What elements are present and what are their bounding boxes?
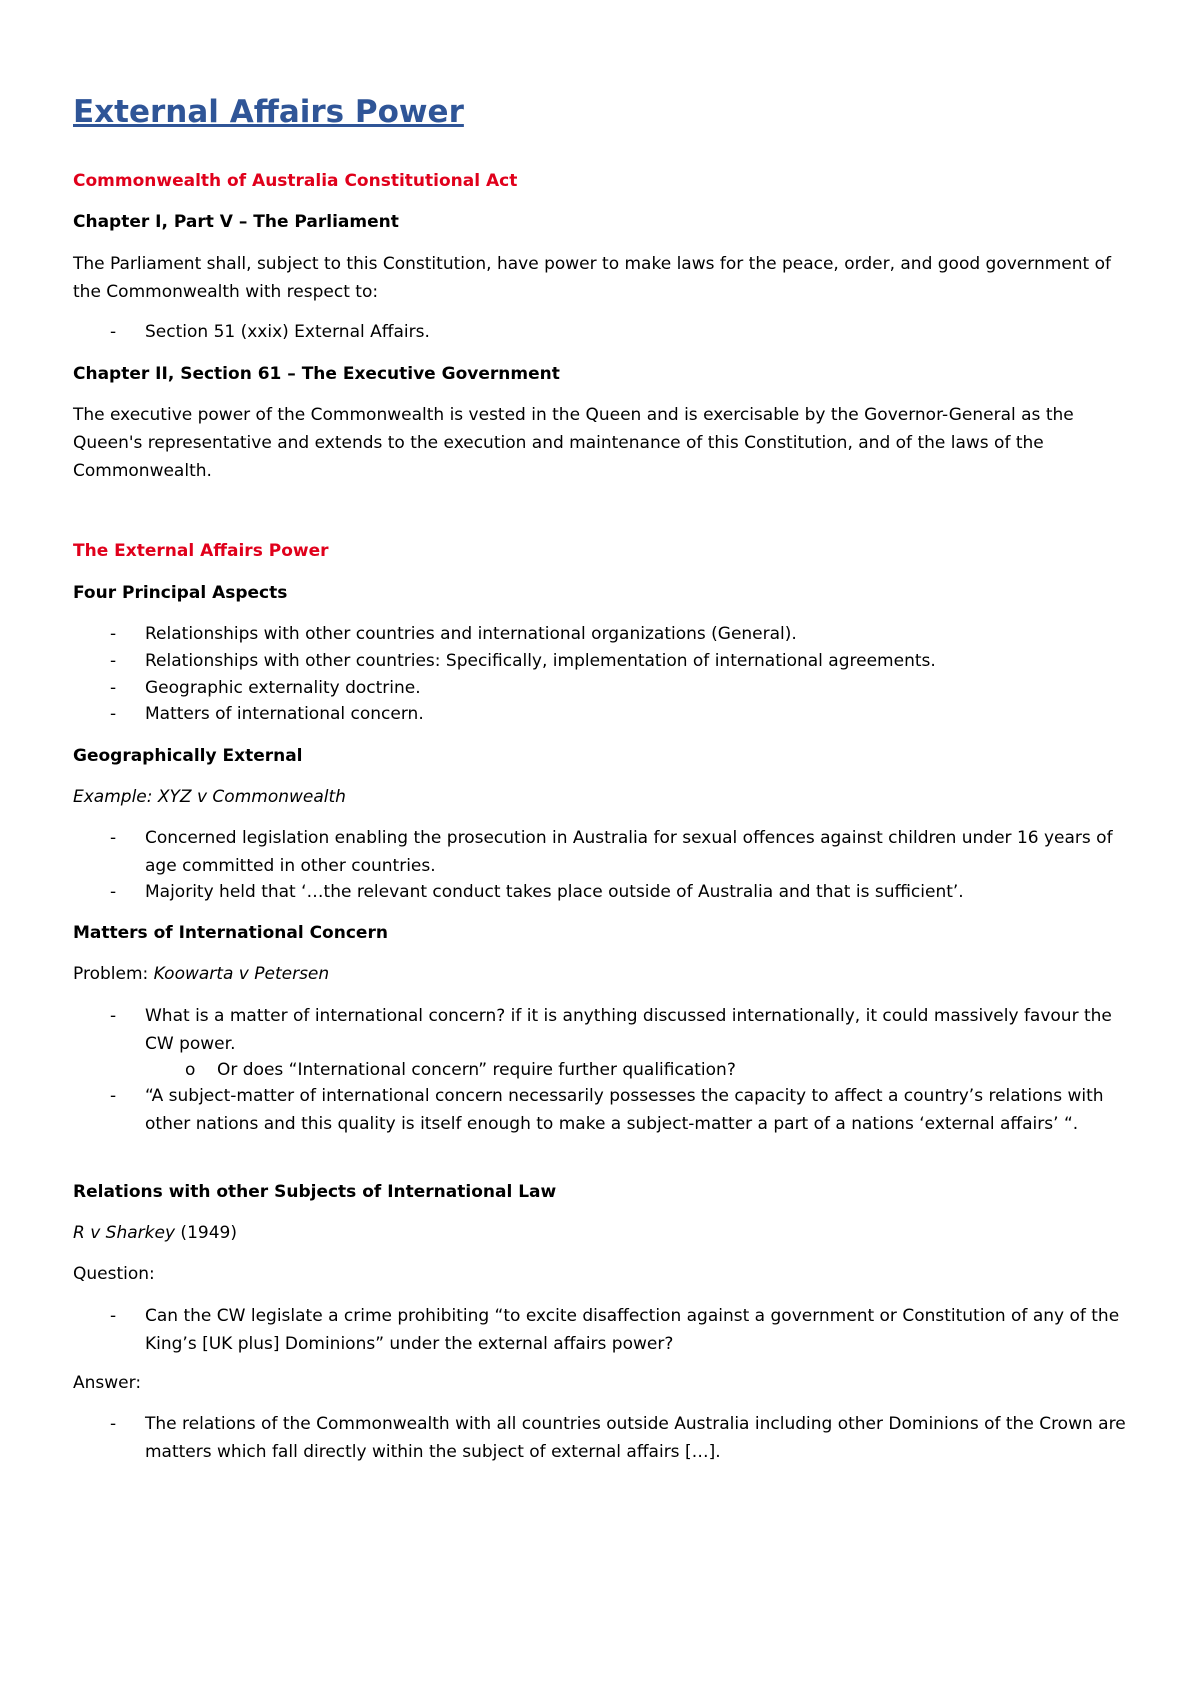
- dash-marker: -: [110, 1006, 117, 1026]
- dash-marker: -: [110, 828, 117, 848]
- list-item: [73, 318, 1133, 346]
- sub-list-item-text: Or does “International concern” require further qualification?: [217, 1060, 736, 1080]
- geo-example: Example: XYZ v Commonwealth: [73, 787, 346, 807]
- geographically-external-heading: Geographically External: [73, 746, 303, 766]
- list-item-text: Relationships with other countries: Specifically, implementation of international agreements.: [145, 651, 936, 671]
- circle-marker: o: [185, 1060, 196, 1080]
- answer-label: Answer:: [73, 1373, 142, 1393]
- list-item: [73, 1082, 1133, 1138]
- aspects-heading: Four Principal Aspects: [73, 583, 288, 603]
- list-item-text: Concerned legislation enabling the prosecution in Australia for sexual offences against children under 16 years of age committed in other countries.: [145, 828, 1113, 876]
- document-title: External Affairs Power: [73, 94, 464, 130]
- section-heading-external-affairs: The External Affairs Power: [73, 541, 329, 561]
- chapter-2-text: The executive power of the Commonwealth is vested in the Queen and is exercisable by the Governor-General as the Queen's representative and extends to the execution and maintenance of this Constitution, and of the laws of the Commonwealth.: [73, 405, 1074, 481]
- dash-marker: -: [110, 322, 117, 342]
- international-concern-heading: Matters of International Concern: [73, 923, 388, 943]
- list-item: [73, 824, 1133, 880]
- dash-marker: -: [110, 1086, 117, 1106]
- list-item: [73, 1002, 1133, 1058]
- list-item-text: Majority held that ‘…the relevant conduct takes place outside of Australia and that is sufficient’.: [145, 882, 964, 902]
- list-item-text: “A subject-matter of international concern necessarily possesses the capacity to affect a country’s relations with other nations and this quality is itself enough to make a subject-matter a part of a nations ‘external affairs’ “.: [145, 1086, 1104, 1134]
- problem-line: [73, 960, 1133, 988]
- dash-marker: -: [110, 678, 117, 698]
- dash-marker: -: [110, 1306, 117, 1326]
- dash-marker: -: [110, 704, 117, 724]
- list-item: [73, 1302, 1133, 1358]
- list-item-text: Section 51 (xxix) External Affairs.: [145, 322, 430, 342]
- list-item-text: Can the CW legislate a crime prohibiting “to excite disaffection against a government or Constitution of any of the King’s [UK plus] Dominions” under the external affairs power?: [145, 1306, 1120, 1354]
- section-heading-constitution: Commonwealth of Australia Constitutional Act: [73, 171, 518, 191]
- dash-marker: -: [110, 1414, 117, 1434]
- question-label: Question:: [73, 1264, 155, 1284]
- case-name: R v Sharkey: [73, 1223, 176, 1243]
- relations-heading: Relations with other Subjects of International Law: [73, 1182, 557, 1202]
- list-item: [73, 674, 1133, 702]
- list-item-text: Geographic externality doctrine.: [145, 678, 421, 698]
- case-year: (1949): [175, 1223, 237, 1243]
- dash-marker: -: [110, 624, 117, 644]
- chapter-2-heading: Chapter II, Section 61 – The Executive Government: [73, 364, 560, 384]
- dash-marker: -: [110, 651, 117, 671]
- list-item-text: What is a matter of international concern? if it is anything discussed internationally, it could massively favour the CW power.: [145, 1006, 1112, 1054]
- list-item: [73, 647, 1133, 675]
- chapter-1-heading: Chapter I, Part V – The Parliament: [73, 212, 399, 232]
- list-item-text: The relations of the Commonwealth with all countries outside Australia including other Dominions of the Crown are matters which fall directly within the subject of external affairs […].: [145, 1414, 1126, 1462]
- list-item: [73, 878, 1133, 906]
- sub-list-item: [73, 1056, 1133, 1084]
- list-item-text: Matters of international concern.: [145, 704, 424, 724]
- list-item: [73, 700, 1133, 728]
- problem-case: Koowarta v Petersen: [153, 964, 330, 984]
- dash-marker: -: [110, 882, 117, 902]
- list-item-text: Relationships with other countries and international organizations (General).: [145, 624, 797, 644]
- list-item: [73, 620, 1133, 648]
- chapter-1-text: The Parliament shall, subject to this Constitution, have power to make laws for the peace, order, and good government of the Commonwealth with respect to:: [73, 254, 1111, 302]
- list-item: [73, 1410, 1133, 1466]
- problem-label: Problem:: [73, 964, 154, 984]
- case-line: [73, 1219, 1133, 1247]
